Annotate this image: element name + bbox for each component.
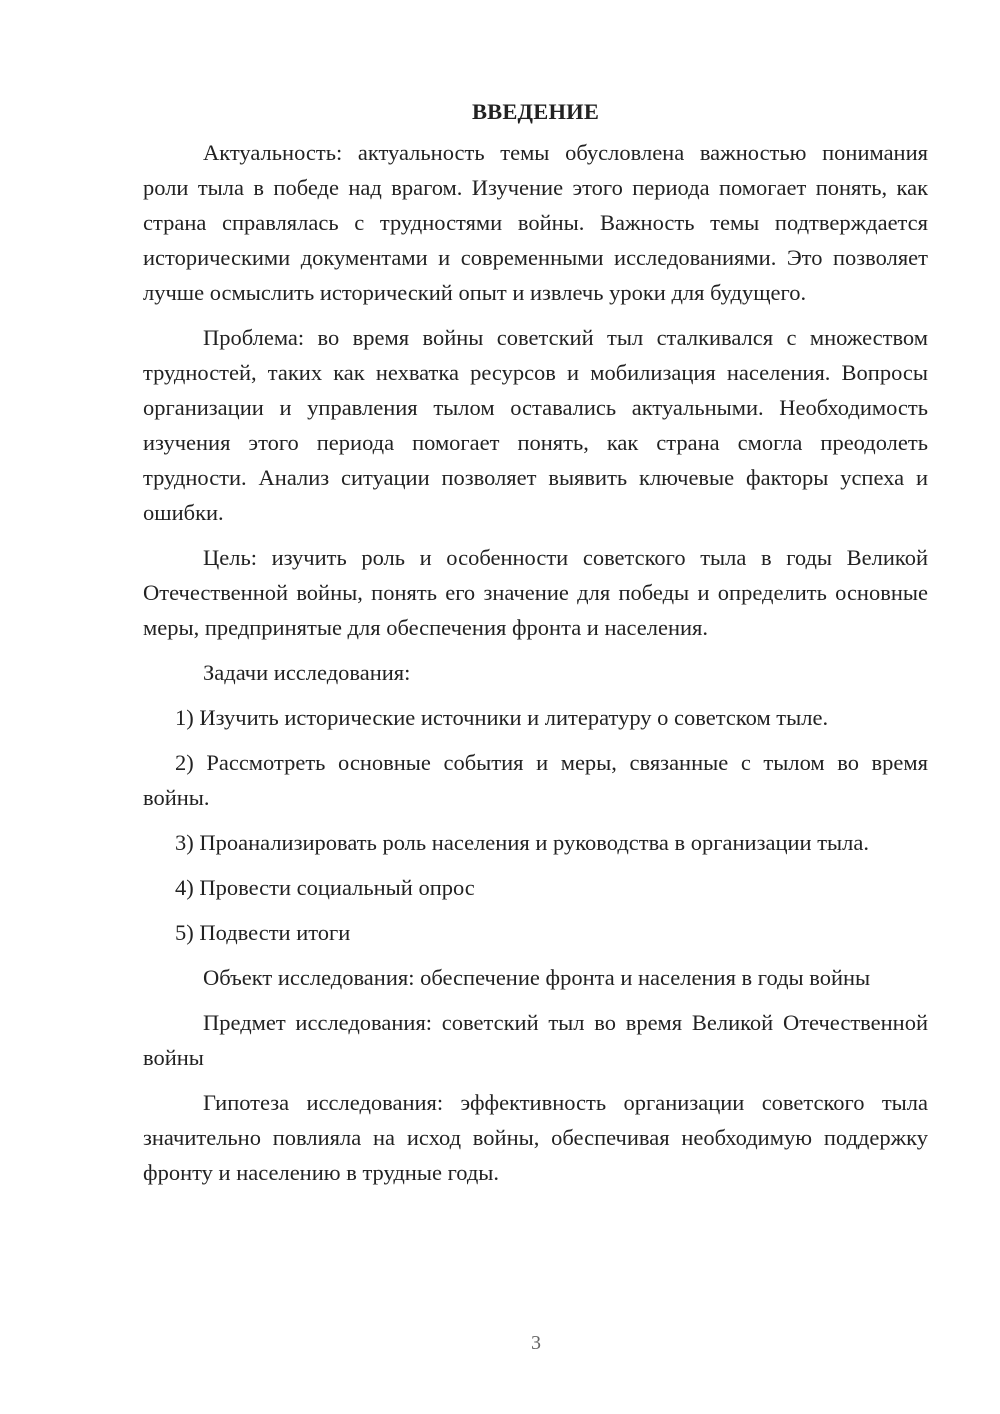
paragraph-goal: Цель: изучить роль и особенности советского тыла в годы Великой Отечественной войны, понять его значение для победы и определить основные меры, предпринятые для обеспечения фронта и населения. [143, 545, 928, 640]
paragraph-problem: Проблема: во время войны советский тыл сталкивался с множеством трудностей, таких как нехватка ресурсов и мобилизация населения. Вопросы организации и управления тылом оставались актуальными. Необходимость изучения этого периода помогает понять, как страна смогла преодолеть трудности. Анализ ситуации позволяет выявить ключевые факторы успеха и ошибки. [143, 325, 928, 525]
paragraph-relevance: Актуальность: актуальность темы обусловлена важностью понимания роли тыла в победе над врагом. Изучение этого периода помогает понять, как страна справлялась с трудностями войны. Важность темы подтверждается историческими документами и современными исследованиями. Это позволяет лучше осмыслить исторический опыт и извлечь уроки для будущего. [143, 140, 928, 305]
page-title: ВВЕДЕНИЕ [471, 99, 600, 124]
paragraph-hypothesis: Гипотеза исследования: эффективность организации советского тыла значительно повлияла на исход войны, обеспечивая необходимую поддержку фронту и населению в трудные годы. [143, 1090, 928, 1185]
paragraph-tasks-heading: Задачи исследования: [203, 660, 411, 685]
paragraph-subject: Предмет исследования: советский тыл во время Великой Отечественной войны [143, 1010, 928, 1070]
paragraph-object: Объект исследования: обеспечение фронта и населения в годы войны [203, 965, 871, 990]
list-item-task-2: 2) Рассмотреть основные события и меры, связанные с тылом во время войны. [143, 750, 928, 810]
list-item-task-3: 3) Проанализировать роль населения и руководства в организации тыла. [175, 830, 869, 855]
page-number: 3 [531, 1332, 541, 1354]
list-item-task-4: 4) Провести социальный опрос [175, 875, 475, 900]
document-body [143, 94, 928, 1200]
list-item-task-1: 1) Изучить исторические источники и литературу о советском тыле. [175, 705, 829, 730]
list-item-task-5: 5) Подвести итоги [175, 920, 351, 945]
